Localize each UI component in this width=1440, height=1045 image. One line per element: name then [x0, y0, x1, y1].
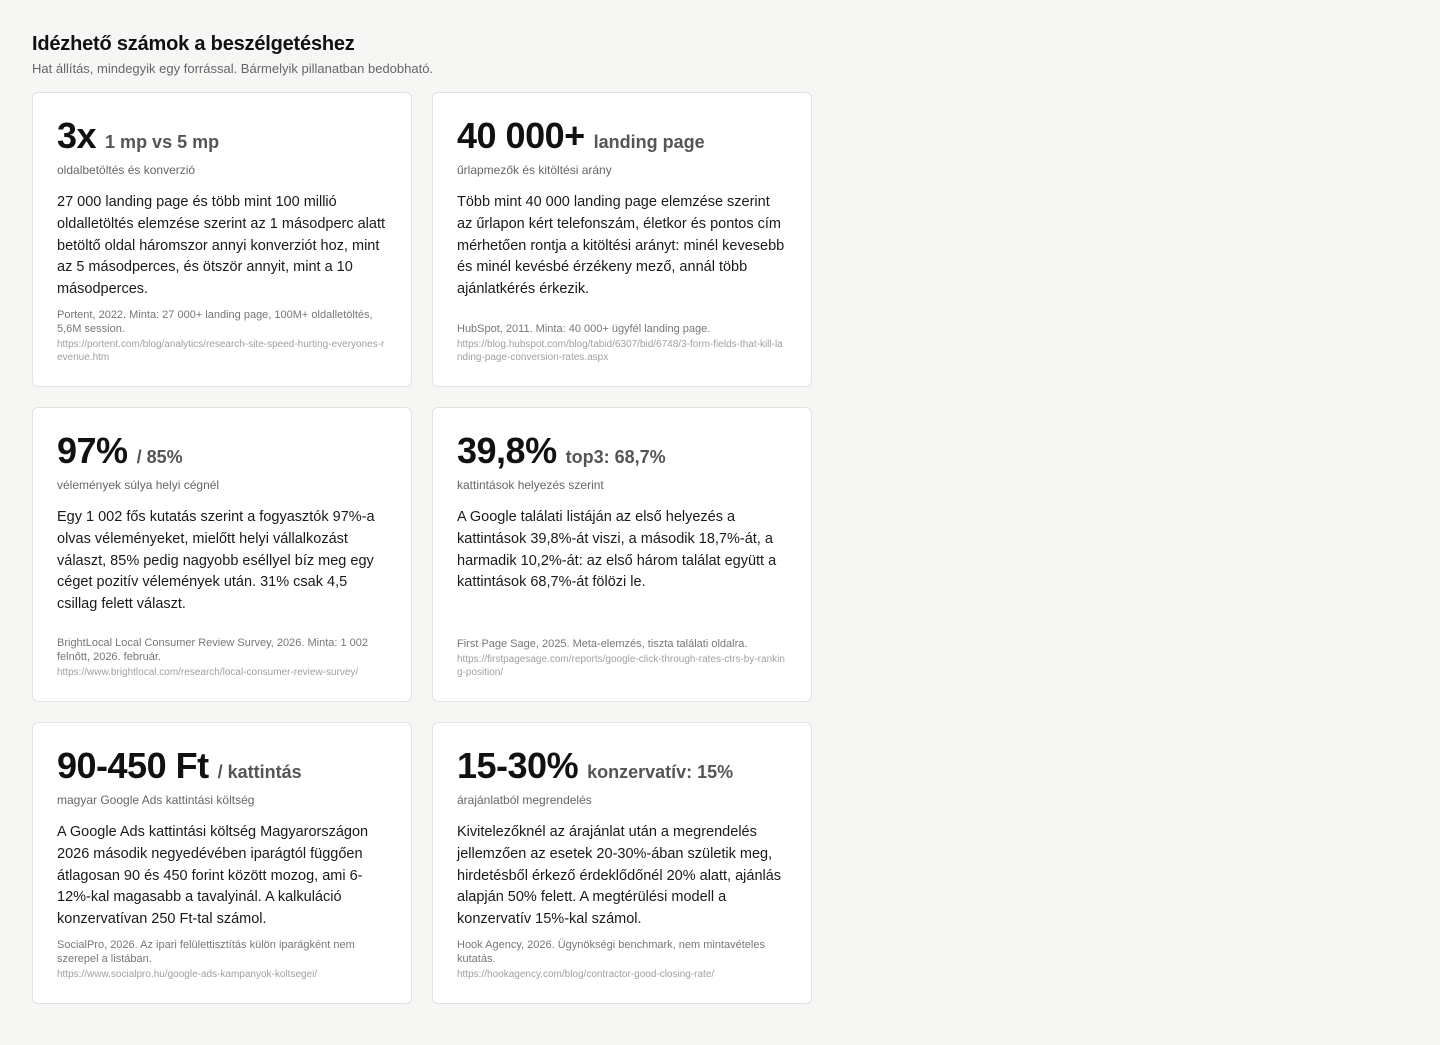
- stat-source-url[interactable]: https://firstpagesage.com/reports/google-click-through-rates-ctrs-by-ranking-position/: [457, 654, 785, 678]
- stat-description: Egy 1 002 fős kutatás szerint a fogyasztók 97%-a olvas véleményeket, mielőtt helyi vállalkozást választ, 85% pedig nagyobb eséllyel bíz meg egy céget pozitív vélemények után. 31% csak 4,5 csillag felett választ.: [57, 509, 375, 613]
- stat-suffix: / 85%: [136, 447, 183, 467]
- stat-suffix: konzervatív: 15%: [587, 762, 734, 782]
- stat-label: oldalbetöltés és konverzió: [57, 163, 196, 177]
- stat-description: Több mint 40 000 landing page elemzése szerint az űrlapon kért telefonszám, életkor és pontos cím mérhetően rontja a kitöltési arányt: minél kevesebb és minél kevésbé érzékeny mező, annál több ajánlatkérés érkezik.: [457, 194, 785, 298]
- stat-suffix: landing page: [593, 132, 705, 152]
- stat-value: 3x: [57, 115, 97, 156]
- stat-headline: [457, 432, 787, 470]
- stat-description: Kivitelezőknél az árajánlat után a megrendelés jellemzően az esetek 20-30%-ában születik meg, hirdetésből érkező érdeklődőnél 20% alatt, ajánlás alapján 50% felett. A megtérülési modell a konzervatív 15%-kal számol.: [457, 824, 782, 928]
- stat-label: magyar Google Ads kattintási költség: [57, 793, 255, 807]
- stat-source: SocialPro, 2026. Az ipari felülettisztítás külön iparágként nem szerepel a listában.: [57, 939, 355, 965]
- stat-card-reviews: [32, 407, 412, 702]
- page-subtitle: Hat állítás, mindegyik egy forrással. Bármelyik pillanatban bedobható.: [32, 61, 434, 76]
- stat-suffix: / kattintás: [217, 762, 302, 782]
- stat-label: árajánlatból megrendelés: [457, 793, 592, 807]
- stat-card-grid: [32, 92, 1440, 1004]
- stat-description: A Google Ads kattintási költség Magyarországon 2026 második negyedévében iparágtól függően átlagosan 90 és 450 forint között mozog, ami 6-12%-kal magasabb a tavalyinál. A kalkuláció konzervatívan 250 Ft-tal számol.: [57, 824, 369, 928]
- stat-value: 15-30%: [457, 745, 579, 786]
- stat-headline: [457, 117, 787, 155]
- stat-suffix: top3: 68,7%: [565, 447, 666, 467]
- stat-source-url[interactable]: https://hookagency.com/blog/contractor-good-closing-rate/: [457, 969, 715, 980]
- stat-headline: [457, 747, 787, 785]
- stat-card-click-through: [432, 407, 812, 702]
- stat-source: Portent, 2022. Minta: 27 000+ landing page, 100M+ oldalletöltés, 5,6M session.: [57, 309, 373, 335]
- stat-description: 27 000 landing page és több mint 100 millió oldalletöltés elemzése szerint az 1 másodperc alatt betöltő oldal háromszor annyi konverziót hoz, mint az 5 másodperces, és ötször annyit, mint a 10 másodperces.: [57, 194, 386, 298]
- stat-suffix: 1 mp vs 5 mp: [105, 132, 220, 152]
- stat-value: 40 000+: [457, 115, 585, 156]
- stat-source-url[interactable]: https://www.brightlocal.com/research/local-consumer-review-survey/: [57, 667, 359, 678]
- stat-value: 90-450 Ft: [57, 745, 209, 786]
- stat-label: kattintások helyezés szerint: [457, 478, 604, 492]
- stat-headline: [57, 747, 387, 785]
- stat-source: HubSpot, 2011. Minta: 40 000+ ügyfél landing page.: [457, 323, 711, 335]
- stat-description: A Google találati listáján az első helyezés a kattintások 39,8%-át viszi, a második 18,7%-át, a harmadik 10,2%-át: az első három találat együtt a kattintások 68,7%-át fölözi le.: [457, 509, 777, 591]
- stat-card-closing-rate: [432, 722, 812, 1004]
- stat-value: 39,8%: [457, 430, 557, 471]
- stat-source: Hook Agency, 2026. Ügynökségi benchmark, nem mintavételes kutatás.: [457, 939, 765, 965]
- stat-label: vélemények súlya helyi cégnél: [57, 478, 220, 492]
- stat-label: űrlapmezők és kitöltési arány: [457, 163, 612, 177]
- stat-headline: [57, 117, 387, 155]
- stat-headline: [57, 432, 387, 470]
- stat-source-url[interactable]: https://www.socialpro.hu/google-ads-kampanyok-koltsegei/: [57, 969, 318, 980]
- stat-value: 97%: [57, 430, 128, 471]
- stat-source-url[interactable]: https://blog.hubspot.com/blog/tabid/6307/bid/6748/3-form-fields-that-kill-landing-page-conversion-rates.aspx: [457, 339, 783, 363]
- stat-card-form-fields: [432, 92, 812, 387]
- stat-source: BrightLocal Local Consumer Review Survey, 2026. Minta: 1 002 felnőtt, 2026. február.: [57, 637, 369, 663]
- page-title: Idézhető számok a beszélgetéshez: [32, 33, 355, 55]
- stat-card-page-speed: [32, 92, 412, 387]
- stat-source: First Page Sage, 2025. Meta-elemzés, tiszta találati oldalra.: [457, 638, 748, 650]
- stat-source-url[interactable]: https://portent.com/blog/analytics/research-site-speed-hurting-everyones-revenue.htm: [57, 339, 385, 363]
- stat-card-ads-cost: [32, 722, 412, 1004]
